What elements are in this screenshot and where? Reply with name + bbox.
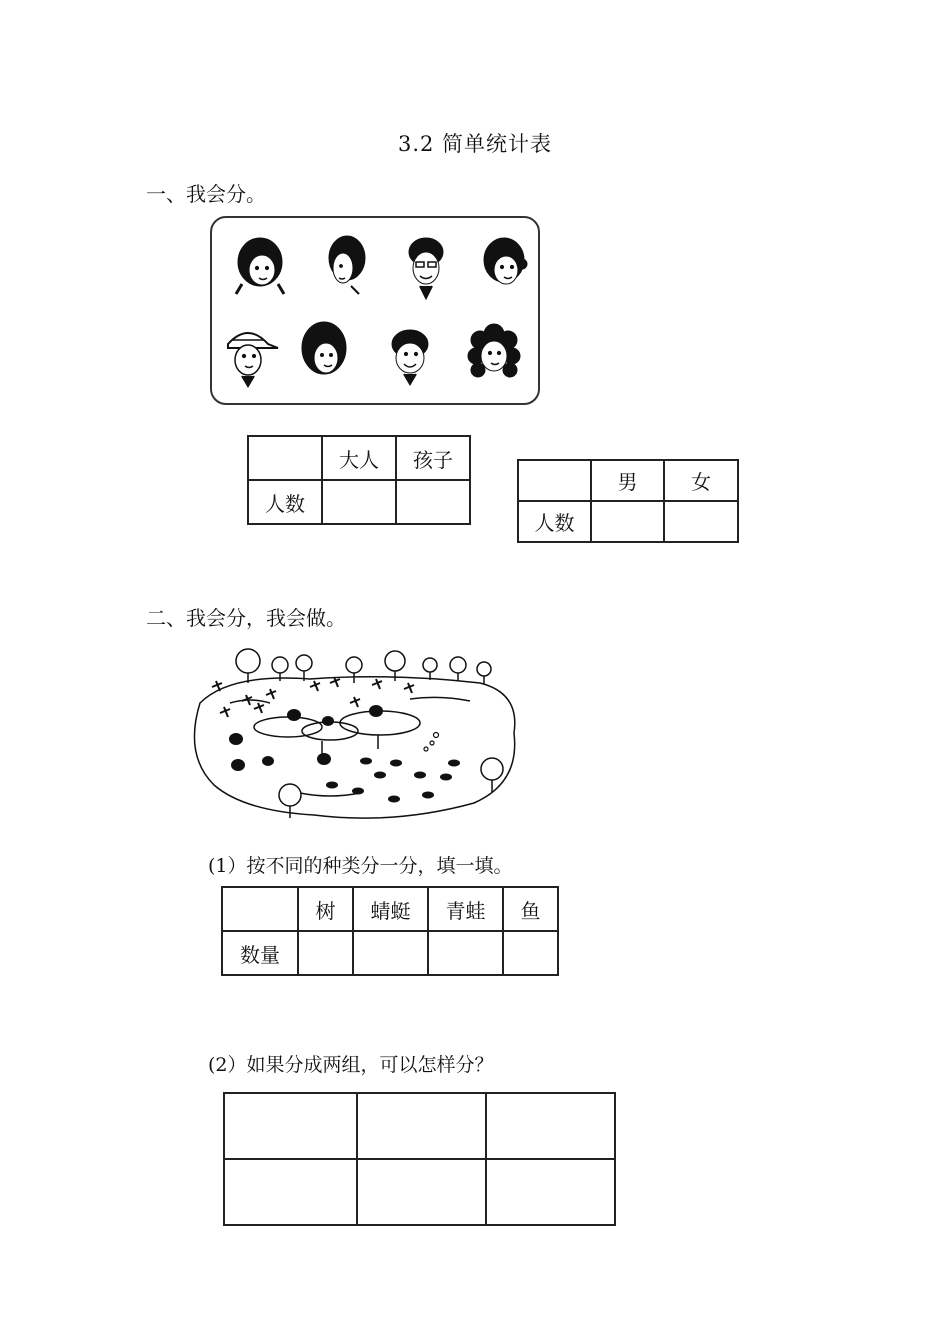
header-male: 男 [591, 460, 664, 501]
page-title: 3.2 简单统计表 [397, 132, 553, 156]
face-girl-1 [236, 238, 284, 294]
answer-cell-r1c2[interactable] [357, 1093, 486, 1159]
face-girl-2 [484, 238, 527, 284]
answer-cell-dragonflies[interactable] [353, 931, 428, 975]
gender-table [517, 459, 739, 543]
header-adults: 大人 [322, 436, 396, 480]
two-group-table [223, 1092, 616, 1226]
answer-cell-trees[interactable] [298, 931, 353, 975]
answer-cell-female[interactable] [664, 501, 738, 542]
header-fish: 鱼 [503, 887, 558, 931]
face-woman-1 [329, 236, 365, 294]
answer-cell-r2c1[interactable] [224, 1159, 357, 1225]
pond-picture [190, 643, 520, 825]
question-1: (1）按不同的种类分一分，填一填。 [208, 855, 513, 877]
answer-cell-r2c3[interactable] [486, 1159, 615, 1225]
answer-cell-r2c2[interactable] [357, 1159, 486, 1225]
table-corner-cell [248, 436, 322, 480]
answer-cell-r1c1[interactable] [224, 1093, 357, 1159]
section-1-heading: 一、我会分。 [146, 182, 266, 206]
question-2: (2）如果分成两组，可以怎样分？ [208, 1054, 494, 1076]
row-label-count: 人数 [518, 501, 591, 542]
header-trees: 树 [298, 887, 353, 931]
answer-cell-frogs[interactable] [428, 931, 503, 975]
faces-picture-box [210, 216, 540, 405]
header-female: 女 [664, 460, 738, 501]
header-dragonflies: 蜻蜓 [353, 887, 428, 931]
section-2-heading: 二、我会分，我会做。 [146, 606, 346, 630]
answer-cell-children[interactable] [396, 480, 470, 524]
pond-illustration [190, 643, 520, 825]
answer-cell-male[interactable] [591, 501, 664, 542]
kinds-table [221, 886, 559, 976]
adult-child-table [247, 435, 471, 525]
face-man-glasses [409, 238, 443, 298]
row-label-count: 人数 [248, 480, 322, 524]
answer-cell-fish[interactable] [503, 931, 558, 975]
face-woman-2 [302, 322, 346, 374]
face-woman-curly [468, 324, 520, 377]
faces-illustration [212, 218, 538, 403]
frogs [229, 705, 383, 771]
table-corner-cell [222, 887, 298, 931]
trees [236, 649, 503, 818]
row-label-quantity: 数量 [222, 931, 298, 975]
answer-cell-r1c3[interactable] [486, 1093, 615, 1159]
answer-cell-adults[interactable] [322, 480, 396, 524]
face-boy [392, 330, 428, 384]
table-corner-cell [518, 460, 591, 501]
header-frogs: 青蛙 [428, 887, 503, 931]
header-children: 孩子 [396, 436, 470, 480]
face-boy-cap [228, 333, 278, 386]
